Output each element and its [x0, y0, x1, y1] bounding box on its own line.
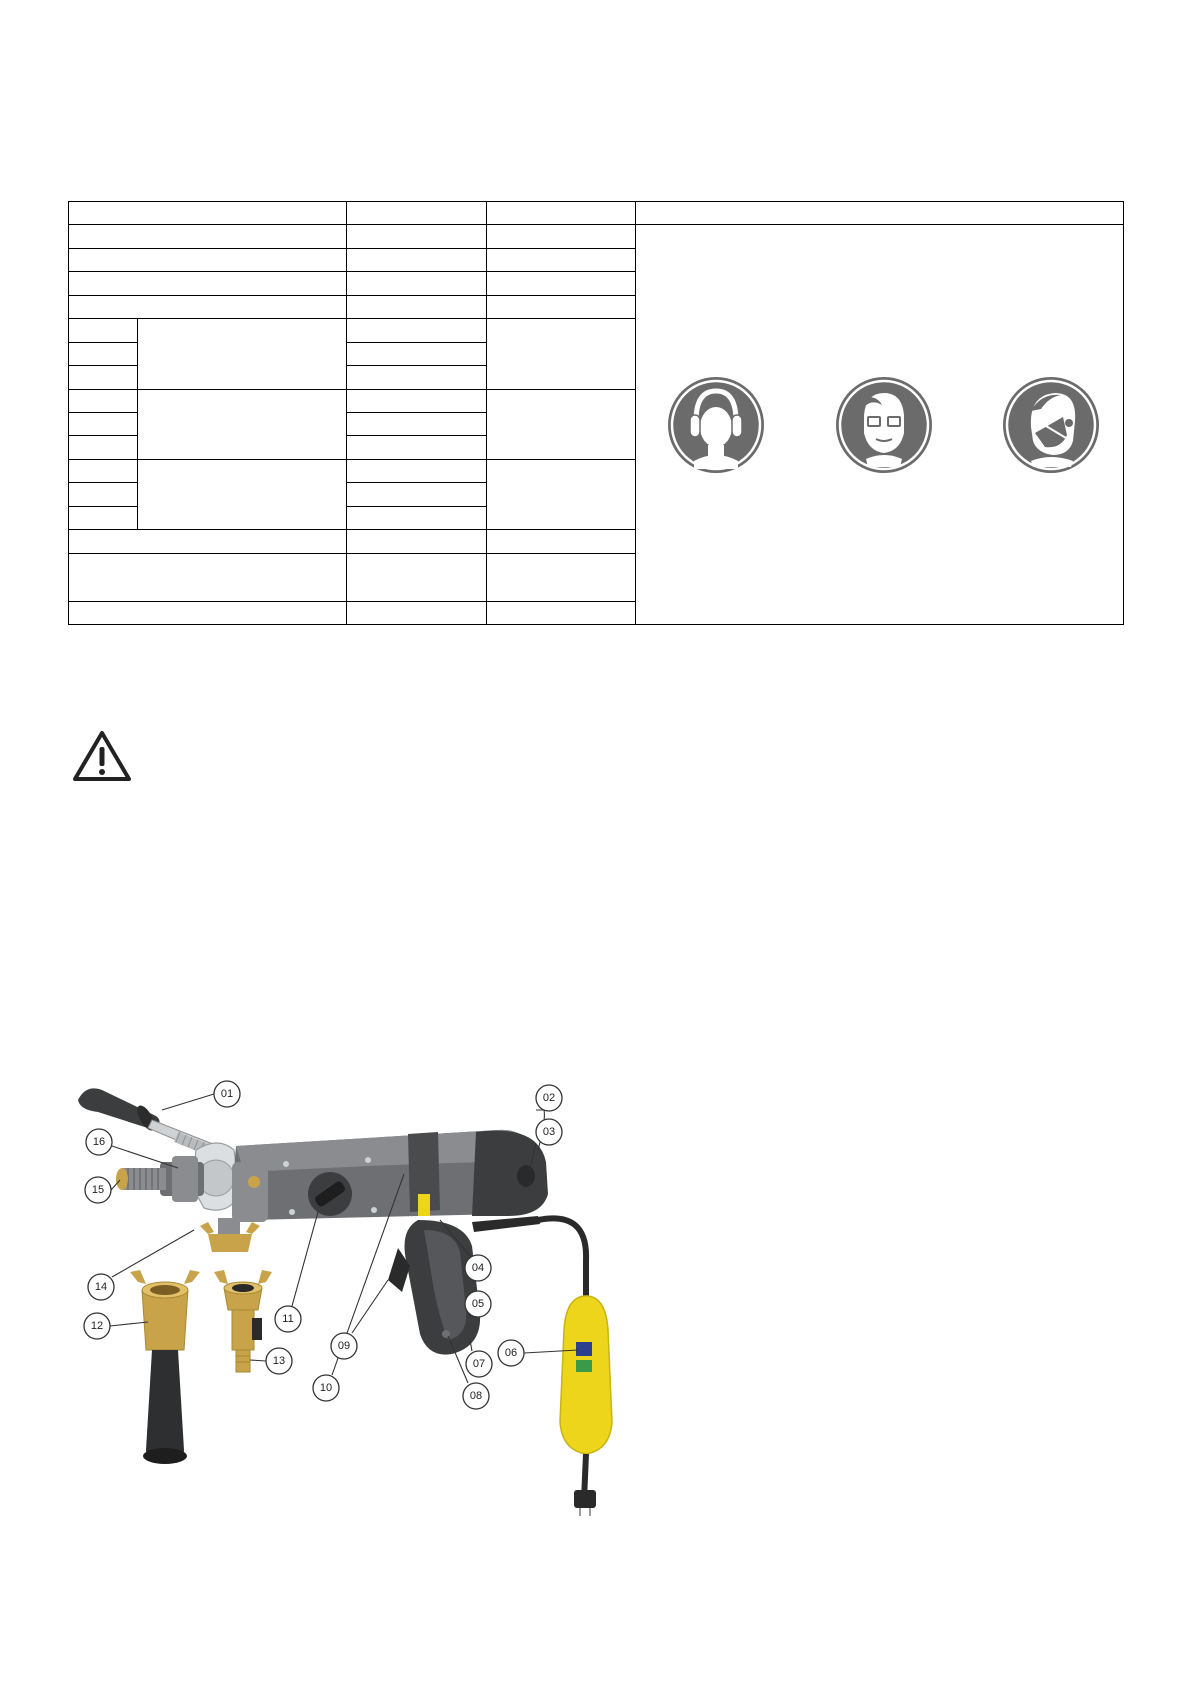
- table-cell: [347, 319, 487, 342]
- table-cell: [347, 530, 487, 553]
- table-cell: [347, 248, 487, 271]
- table-cell: [347, 601, 487, 624]
- svg-text:16: 16: [92, 1136, 106, 1148]
- table-cell: [487, 319, 636, 389]
- spindle: [116, 1156, 204, 1202]
- table-cell: [347, 553, 487, 601]
- svg-text:11: 11: [282, 1313, 294, 1325]
- extraction-adapter: [130, 1270, 200, 1464]
- callout-07: [466, 1351, 492, 1377]
- table-cell: [487, 601, 636, 624]
- svg-text:15: 15: [91, 1184, 105, 1196]
- svg-text:10: 10: [319, 1382, 333, 1394]
- table-cell: [69, 553, 347, 601]
- callout-15: [85, 1177, 111, 1203]
- callout-13: [266, 1348, 292, 1374]
- table-cell: [487, 295, 636, 318]
- svg-text:07: 07: [472, 1358, 486, 1370]
- svg-text:13: 13: [272, 1355, 286, 1367]
- table-cell: [69, 342, 138, 365]
- pistol-grip: [388, 1216, 540, 1355]
- callout-09: [331, 1333, 357, 1359]
- table-cell: [69, 225, 347, 248]
- table-cell: [69, 459, 138, 482]
- table-cell: [69, 366, 138, 389]
- ppe-icons: [636, 375, 1123, 475]
- svg-text:14: 14: [94, 1281, 108, 1293]
- motor-housing: [232, 1130, 548, 1220]
- table-cell: [347, 342, 487, 365]
- table-cell: [347, 295, 487, 318]
- table-cell: [487, 389, 636, 459]
- table-cell: [347, 225, 487, 248]
- svg-text:02: 02: [542, 1092, 556, 1104]
- table-cell: [347, 459, 487, 482]
- table-cell: [347, 366, 487, 389]
- callout-16: [86, 1129, 112, 1155]
- table-cell: [69, 319, 138, 342]
- table-cell: [69, 272, 347, 295]
- table-cell: [347, 389, 487, 412]
- table-cell: [138, 319, 347, 389]
- table-cell: [347, 483, 487, 506]
- core-drill-diagram: [68, 1070, 628, 1520]
- water-valve: [214, 1270, 272, 1372]
- table-cell: [69, 202, 347, 225]
- table-cell: [69, 483, 138, 506]
- svg-text:06: 06: [504, 1347, 518, 1359]
- svg-text:01: 01: [220, 1088, 234, 1100]
- table-cell: [69, 436, 138, 459]
- table-cell: [636, 202, 1124, 225]
- svg-text:09: 09: [337, 1340, 351, 1352]
- respiratory-protection-icon: [1001, 375, 1101, 475]
- table-cell: [69, 601, 347, 624]
- table-cell: [487, 202, 636, 225]
- table-cell: [69, 412, 138, 435]
- table-cell: [69, 506, 138, 529]
- table-cell: [69, 248, 347, 271]
- svg-text:05: 05: [471, 1298, 485, 1310]
- warning-triangle-icon: [72, 730, 132, 782]
- eye-protection-icon: [834, 375, 934, 475]
- ppe-cell: [636, 225, 1124, 625]
- table-cell: [487, 459, 636, 529]
- table-cell: [347, 272, 487, 295]
- table-cell: [347, 412, 487, 435]
- svg-text:12: 12: [90, 1320, 104, 1332]
- table-row: [69, 225, 1124, 248]
- power-cable: [538, 1218, 612, 1516]
- table-cell: [347, 202, 487, 225]
- callout-05: [465, 1291, 491, 1317]
- svg-text:08: 08: [469, 1390, 483, 1402]
- table-cell: [487, 530, 636, 553]
- callout-01: [214, 1081, 240, 1107]
- table-cell: [69, 295, 347, 318]
- table-cell: [347, 506, 487, 529]
- callout-06: [498, 1340, 524, 1366]
- table-row: [69, 202, 1124, 225]
- callout-12: [84, 1313, 110, 1339]
- table-cell: [138, 389, 347, 459]
- svg-text:03: 03: [542, 1126, 556, 1138]
- callout-03: [536, 1119, 562, 1145]
- callout-04: [465, 1255, 491, 1281]
- ear-protection-icon: [666, 375, 766, 475]
- table-cell: [138, 459, 347, 529]
- table-cell: [347, 436, 487, 459]
- table-cell: [69, 530, 347, 553]
- callout-14: [88, 1274, 114, 1300]
- svg-text:04: 04: [471, 1262, 485, 1274]
- specification-table: [68, 201, 1124, 625]
- callout-11: [275, 1306, 301, 1332]
- callout-10: [313, 1375, 339, 1401]
- table-cell: [69, 389, 138, 412]
- callout-02: [536, 1085, 562, 1111]
- callout-08: [463, 1383, 489, 1409]
- table-cell: [487, 553, 636, 601]
- table-cell: [487, 272, 636, 295]
- table-cell: [487, 225, 636, 248]
- table-cell: [487, 248, 636, 271]
